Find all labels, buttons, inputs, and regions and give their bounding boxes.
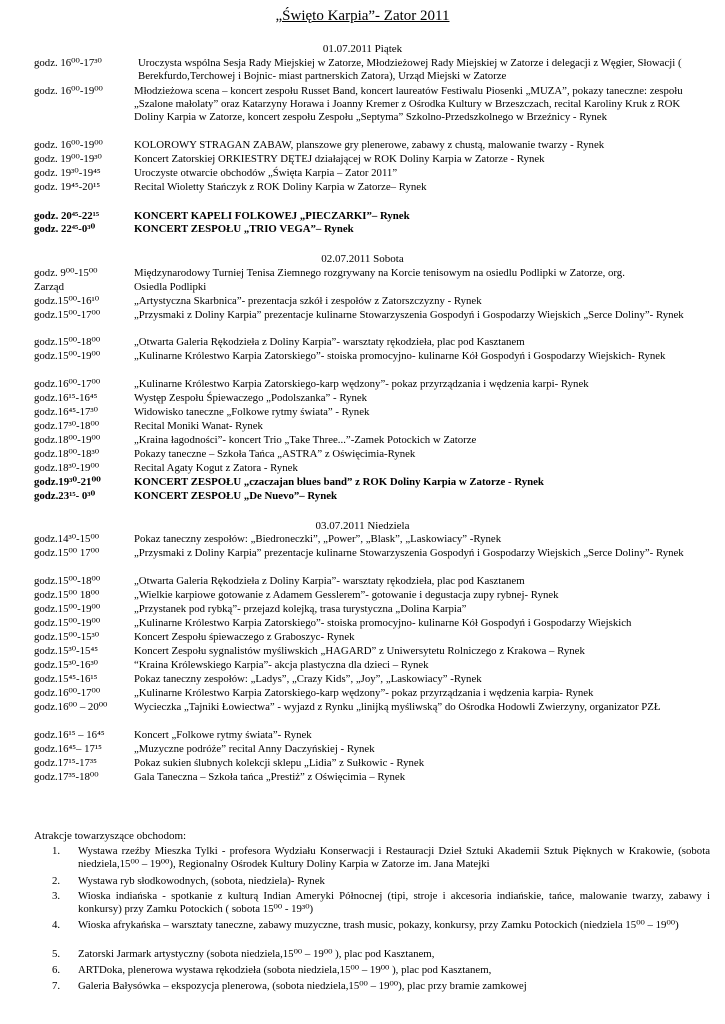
item-number: 3. xyxy=(52,890,61,902)
event-time: godz.14³⁰-15⁰⁰ xyxy=(34,533,100,545)
event-time: godz.16⁰⁰-17⁰⁰ xyxy=(34,687,101,699)
event-time: godz.16⁰⁰-17⁰⁰ xyxy=(34,378,101,390)
item-number: 1. xyxy=(52,845,61,857)
item-number: 4. xyxy=(52,919,61,931)
event-time: godz. 16⁰⁰-19⁰⁰ xyxy=(34,85,103,97)
event-description: Koncert Zatorskiej ORKIESTRY DĘTEJ działającej w ROK Doliny Karpia w Zatorze - Rynek xyxy=(134,153,545,165)
item-number: 2. xyxy=(52,875,61,887)
event-time: godz. 19⁴⁵-20¹⁵ xyxy=(34,181,101,193)
event-time: godz. 16⁰⁰-17³⁰ xyxy=(34,57,102,69)
event-description: Recital Moniki Wanat- Rynek xyxy=(134,420,263,432)
event-time: godz.23¹⁵- 0³⁰ xyxy=(34,490,96,502)
event-description: Wycieczka „Tajniki Łowiectwa” - wyjazd z Rynku „linijką myśliwską” do Ośrodka Hodowli Zwierzyny, organizator PZŁ xyxy=(134,701,661,713)
event-time: godz.15⁰⁰-18⁰⁰ xyxy=(34,575,101,587)
event-time: godz.18⁰⁰-19⁰⁰ xyxy=(34,434,101,446)
event-time: godz.15³⁰-15⁴⁵ xyxy=(34,645,98,657)
event-time: godz.15⁰⁰-18⁰⁰ xyxy=(34,336,101,348)
event-time: godz.15⁴⁵-16¹⁵ xyxy=(34,673,98,685)
item-number: 5. xyxy=(52,948,61,960)
item-number: 7. xyxy=(52,980,61,992)
item-text: Wioska indiańska - spotkanie z kulturą Indian Ameryki Północnej (tipi, stroje i akcesoria indiańskie, tańce, malowanie twarzy, zabawy i konkursy) przy Zamku Potockich ( sobota 15⁰⁰ - 19³⁰) xyxy=(78,890,710,915)
event-description: Uroczyste otwarcie obchodów „Święta Karpia – Zator 2011” xyxy=(134,167,398,179)
event-description: Koncert „Folkowe rytmy świata”- Rynek xyxy=(134,729,312,741)
event-description: KOLOROWY STRAGAN ZABAW, planszowe gry plenerowe, zabawy z chustą, malowanie twarzy - Rynek xyxy=(134,139,605,151)
event-description: „Muzyczne podróże” recital Anny Daczyńskiej - Rynek xyxy=(134,743,375,755)
day-heading: 01.07.2011 Piątek xyxy=(322,43,403,55)
event-description: KONCERT ZESPOŁU „TRIO VEGA”– Rynek xyxy=(134,223,354,235)
event-time: godz. 20⁴⁵-22¹⁵ xyxy=(34,210,100,222)
event-time: godz. 16⁰⁰-19⁰⁰ xyxy=(34,139,103,151)
event-description: Pokaz taneczny zespołów: „Ladys”, „Crazy Kids”, „Joy”, „Laskowiacy” -Rynek xyxy=(134,673,482,685)
event-time: godz.18⁰⁰-18³⁰ xyxy=(34,448,100,460)
event-time: godz.15³⁰-16³⁰ xyxy=(34,659,99,671)
event-time: godz.16⁴⁵– 17¹⁵ xyxy=(34,743,102,755)
event-description: Uroczysta wspólna Sesja Rady Miejskiej w Zatorze, Młodzieżowej Rady Miejskiej w Zatorze i delegacji z Węgier, Słowacji ( Berekfurdo,Terchowej i Bojnic- miast partnerskich Zatora), Urząd Miejski w Zatorze xyxy=(138,57,682,83)
item-number: 6. xyxy=(52,964,61,976)
event-description: KONCERT ZESPOŁU „De Nuevo”– Rynek xyxy=(134,490,338,502)
item-text: Zatorski Jarmark artystyczny (sobota niedziela,15⁰⁰ – 19⁰⁰ ), plac pod Kasztanem, xyxy=(78,948,435,960)
event-time: godz.15⁰⁰-17⁰⁰ xyxy=(34,309,101,321)
event-description: Międzynarodowy Turniej Tenisa Ziemnego rozgrywany na Korcie tenisowym na osiedlu Podlipki w Zatorze, org. xyxy=(134,267,625,279)
event-time: godz.15⁰⁰-19⁰⁰ xyxy=(34,603,101,615)
event-description: KONCERT KAPELI FOLKOWEJ „PIECZARKI”– Rynek xyxy=(134,210,410,222)
event-time: godz.16⁰⁰ – 20⁰⁰ xyxy=(34,701,108,713)
event-description: KONCERT ZESPOŁU „czaczajan blues band” z ROK Doliny Karpia w Zatorze - Rynek xyxy=(134,476,544,488)
event-description: Osiedla Podlipki xyxy=(134,281,207,293)
item-text: Wystawa ryb słodkowodnych, (sobota, niedziela)- Rynek xyxy=(78,875,325,887)
event-time: godz.16⁴⁵-17³⁰ xyxy=(34,406,98,418)
event-time: godz.19³⁰-21⁰⁰ xyxy=(34,476,101,488)
event-description: Pokazy taneczne – Szkoła Tańca „ASTRA” z Oświęcimia-Rynek xyxy=(134,448,416,460)
event-time: Zarząd xyxy=(34,281,64,293)
event-description: „Kulinarne Królestwo Karpia Zatorskiego-karp wędzony”- pokaz przyrządzania i wędzenia karpia- Rynek xyxy=(134,687,594,699)
item-text: Galeria Bałysówka – ekspozycja plenerowa, (sobota niedziela,15⁰⁰ – 19⁰⁰), plac przy bramie zamkowej xyxy=(78,980,527,992)
event-time: godz.16¹⁵ – 16⁴⁵ xyxy=(34,729,105,741)
event-description: Pokaz sukien ślubnych kolekcji sklepu „Lidia” z Sułkowic - Rynek xyxy=(134,757,425,769)
event-description: „Przystanek pod rybką”- przejazd kolejką, trasa turystyczna „Dolina Karpia” xyxy=(134,603,467,615)
document-title: „Święto Karpia”- Zator 2011 xyxy=(275,8,450,24)
event-time: godz. 22⁴⁵-0³⁰ xyxy=(34,223,96,235)
event-description: „Kulinarne Królestwo Karpia Zatorskiego”- stoiska promocyjno- kulinarne Kół Gospodyń i Gospodarzy Wiejskich- Rynek xyxy=(134,350,666,362)
event-time: godz.15⁰⁰-15³⁰ xyxy=(34,631,100,643)
event-description: Występ Zespołu Śpiewaczego „Podolszanka” - Rynek xyxy=(134,392,368,404)
event-description: Koncert Zespołu śpiewaczego z Graboszyc- Rynek xyxy=(134,631,355,643)
event-time: godz.16¹⁵-16⁴⁵ xyxy=(34,392,98,404)
event-description: Gala Taneczna – Szkoła tańca „Prestiż” z Oświęcimia – Rynek xyxy=(134,771,406,783)
event-time: godz.17³⁵-18⁰⁰ xyxy=(34,771,99,783)
event-time: godz.15⁰⁰-16¹⁰ xyxy=(34,295,100,307)
event-description: „Otwarta Galeria Rękodzieła z Doliny Karpia”- warsztaty rękodzieła, plac pod Kasztanem xyxy=(134,575,525,587)
event-time: godz.18³⁰-19⁰⁰ xyxy=(34,462,100,474)
event-time: godz. 19³⁰-19⁴⁵ xyxy=(34,167,101,179)
attractions-heading: Atrakcje towarzyszące obchodom: xyxy=(34,830,187,842)
event-time: godz.15⁰⁰-19⁰⁰ xyxy=(34,350,101,362)
event-description: Koncert Zespołu sygnalistów myśliwskich „HAGARD” z Uniwersytetu Rolniczego z Krakowa – Rynek xyxy=(134,645,585,657)
item-text: Wioska afrykańska – warsztaty taneczne, zabawy muzyczne, trash music, pokazy, konkursy, przy Zamku Potockich (niedziela 15⁰⁰ – 19⁰⁰) xyxy=(78,919,679,931)
event-description: „Otwarta Galeria Rękodzieła z Doliny Karpia”- warsztaty rękodzieła, plac pod Kasztanem xyxy=(134,336,525,348)
item-text: ARTDoka, plenerowa wystawa rękodzieła (sobota niedziela,15⁰⁰ – 19⁰⁰ ), plac pod Kasztanem, xyxy=(78,964,492,976)
day-heading: 02.07.2011 Sobota xyxy=(321,253,404,265)
event-description: „Artystyczna Skarbnica”- prezentacja szkół i zespołów z Zatorszczyzny - Rynek xyxy=(134,295,482,307)
event-description: „Wielkie karpiowe gotowanie z Adamem Gesslerem”- gotowanie i degustacja zupy rybnej- Rynek xyxy=(134,589,559,601)
event-description: Pokaz taneczny zespołów: „Biedroneczki”, „Power”, „Blask”, „Laskowiacy” -Rynek xyxy=(134,533,502,545)
event-description: „Kraina łagodności”- koncert Trio „Take Three...”-Zamek Potockich w Zatorze xyxy=(134,434,477,446)
event-time: godz.17³⁰-18⁰⁰ xyxy=(34,420,100,432)
event-description: Recital Wioletty Stańczyk z ROK Doliny Karpia w Zatorze– Rynek xyxy=(134,181,427,193)
event-description: „Przysmaki z Doliny Karpia” prezentacje kulinarne Stowarzyszenia Gospodyń i Gospodarzy Wiejskich „Serce Doliny”- Rynek xyxy=(134,309,684,321)
event-time: godz. 19⁰⁰-19³⁰ xyxy=(34,153,102,165)
day-heading: 03.07.2011 Niedziela xyxy=(315,520,410,532)
event-time: godz.15⁰⁰-19⁰⁰ xyxy=(34,617,101,629)
event-time: godz.17¹⁵-17³⁵ xyxy=(34,757,97,769)
event-time: godz.15⁰⁰ 17⁰⁰ xyxy=(34,547,100,559)
event-description: “Kraina Królewskiego Karpia”- akcja plastyczna dla dzieci – Rynek xyxy=(134,659,429,671)
event-description: Młodzieżowa scena – koncert zespołu Russet Band, koncert laureatów Festiwalu Piosenki „MUZA”, pokazy taneczne: zespołu „Szalone małolaty” oraz Katarzyny Horawa i Joanny Kremer z Ośrodka Kultury w Brzeszczach, recital Karoliny Kruk z ROK Doliny Karpia w Zatorze, koncert zespołu Zespołu „Septyma” Szkolno-Przedszkolnego w Brzeźnicy - Rynek xyxy=(134,85,683,124)
event-description: Widowisko taneczne „Folkowe rytmy świata” - Rynek xyxy=(134,406,370,418)
event-description: „Kulinarne Królestwo Karpia Zatorskiego”- stoiska promocyjno- kulinarne Kół Gospodyń i Gospodarzy Wiejskich xyxy=(134,617,632,629)
event-description: Recital Agaty Kogut z Zatora - Rynek xyxy=(134,462,298,474)
item-text: Wystawa rzeźby Mieszka Tylki - profesora Wydziału Konserwacji i Restauracji Dzieł Sztuki Akademii Sztuk Pięknych w Krakowie, (sobota niedziela,15⁰⁰ – 19⁰⁰), Regionalny Ośrodek Kultury Doliny Karpia w Zatorze im. Jana Matejki xyxy=(78,845,710,870)
event-description: „Kulinarne Królestwo Karpia Zatorskiego-karp wędzony”- pokaz przyrządzania i wędzenia karpi- Rynek xyxy=(134,378,589,390)
event-time: godz.15⁰⁰ 18⁰⁰ xyxy=(34,589,100,601)
event-time: godz. 9⁰⁰-15⁰⁰ xyxy=(34,267,98,279)
event-description: „Przysmaki z Doliny Karpia” prezentacje kulinarne Stowarzyszenia Gospodyń i Gospodarzy Wiejskich „Serce Doliny”- Rynek xyxy=(134,547,684,559)
